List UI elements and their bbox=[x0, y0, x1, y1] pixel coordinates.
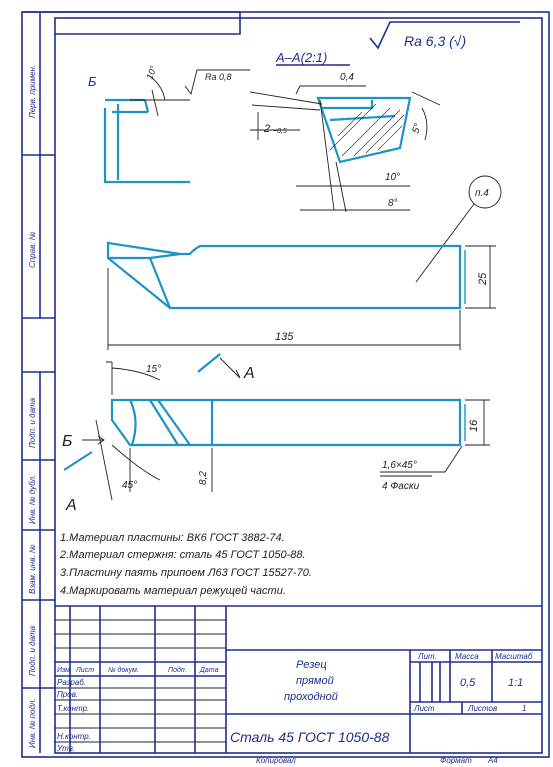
dim-2-leader bbox=[250, 112, 300, 140]
notes-block bbox=[59, 532, 312, 597]
row-nkontr: Н.контр. bbox=[57, 732, 91, 741]
tb-mass-val: 0,5 bbox=[460, 677, 476, 689]
dim-10: 10° bbox=[385, 172, 401, 183]
roughness-general: Ra 6,3 (√) bbox=[404, 33, 467, 49]
footer-format-val: А4 bbox=[488, 756, 498, 765]
dim-10-top: 10° bbox=[144, 64, 159, 81]
dim-8-2: 8,2 bbox=[198, 471, 209, 485]
chamfer-dim: 1,6×45° bbox=[382, 460, 417, 471]
dim-8: 8° bbox=[388, 198, 398, 209]
dim-16: 16 bbox=[468, 419, 480, 432]
tb-list: Лист bbox=[414, 704, 435, 713]
cut-label-a-top: А bbox=[244, 365, 255, 382]
section-insert bbox=[322, 100, 395, 120]
row-utv: Утв. bbox=[57, 744, 76, 753]
title-block bbox=[55, 606, 542, 753]
tb-listov: Листов bbox=[468, 704, 498, 713]
left-column-bottom bbox=[22, 372, 55, 753]
label-sprav: Справ. № bbox=[28, 231, 37, 268]
footer-kopiroval: Копировал bbox=[256, 756, 296, 765]
dim-0-4: 0,4 bbox=[340, 72, 354, 83]
view-b-label: Б bbox=[88, 74, 97, 89]
section-label: А–А(2:1) bbox=[276, 50, 328, 65]
col-data: Дата bbox=[200, 667, 219, 674]
dim-2: 2 bbox=[264, 123, 271, 135]
label-podp1: Подп. и дата bbox=[28, 397, 37, 448]
tb-scale-val: 1:1 bbox=[508, 677, 524, 689]
side-view-outline bbox=[108, 243, 460, 308]
cut-arrow-a-top bbox=[220, 358, 240, 378]
tb-listov-val: 1 bbox=[522, 704, 527, 713]
dim-45: 45° bbox=[122, 480, 138, 491]
label-inv-dubl: Инв. № дубл. bbox=[28, 474, 37, 524]
footer-format: Формат bbox=[440, 756, 472, 765]
balloon-label: п.4 bbox=[475, 188, 489, 199]
col-list: Лист bbox=[76, 667, 95, 674]
row-prov: Пров. bbox=[57, 690, 79, 699]
tb-material: Сталь 45 ГОСТ 1050-88 bbox=[230, 729, 390, 745]
chamfer-note: 4 Фаски bbox=[382, 481, 420, 492]
cut-line-a-bottom bbox=[64, 452, 92, 470]
dim-5: 5° bbox=[410, 122, 425, 136]
cut-line-a-top bbox=[198, 354, 220, 372]
note-2: 2.Материал стержня: сталь 45 ГОСТ 1050-88. bbox=[60, 549, 306, 561]
dim-2-tol: −0,5 bbox=[273, 128, 287, 135]
label-vzam: Взам. инв. № bbox=[28, 544, 37, 594]
sheet-outer-frame bbox=[22, 12, 549, 757]
section-hatching bbox=[330, 104, 404, 156]
view-b-geometry bbox=[105, 100, 190, 182]
tb-name-3: проходной bbox=[284, 691, 338, 703]
tb-masshtab: Масштаб bbox=[495, 652, 533, 661]
col-podp: Подп. bbox=[168, 667, 187, 674]
side-view-insert bbox=[108, 254, 180, 308]
dim-25: 25 bbox=[477, 272, 489, 285]
note-4: 4.Маркировать материал режущей части. bbox=[60, 585, 286, 597]
tb-lit: Лит. bbox=[418, 652, 437, 661]
label-perv: Перв. примен. bbox=[28, 64, 37, 118]
roughness-local: Ra 0,8 bbox=[205, 72, 232, 82]
row-tkontr: Т.контр. bbox=[57, 704, 90, 713]
col-doc: № докум. bbox=[108, 667, 139, 674]
dim-135: 135 bbox=[275, 331, 294, 343]
view-b-arrow-label: Б bbox=[62, 433, 73, 450]
cut-label-a-bottom: А bbox=[66, 497, 77, 514]
row-razrab: Разраб. bbox=[57, 678, 86, 687]
tb-massa: Масса bbox=[455, 652, 479, 661]
drawing-frame bbox=[55, 18, 542, 753]
label-inv-podl: Инв. № подл. bbox=[28, 698, 37, 748]
dim-15: 15° bbox=[146, 364, 162, 375]
label-podp2: Подп. и дата bbox=[28, 625, 37, 676]
tb-name-1: Резец bbox=[296, 659, 327, 671]
top-view-insert bbox=[130, 400, 212, 445]
note-3: 3.Пластину паять припоем Л63 ГОСТ 15527-70. bbox=[60, 567, 312, 579]
note-1: 1.Материал пластины: ВК6 ГОСТ 3882-74. bbox=[60, 532, 285, 544]
col-izm: Изм bbox=[57, 667, 70, 674]
tb-name-2: прямой bbox=[296, 675, 334, 687]
